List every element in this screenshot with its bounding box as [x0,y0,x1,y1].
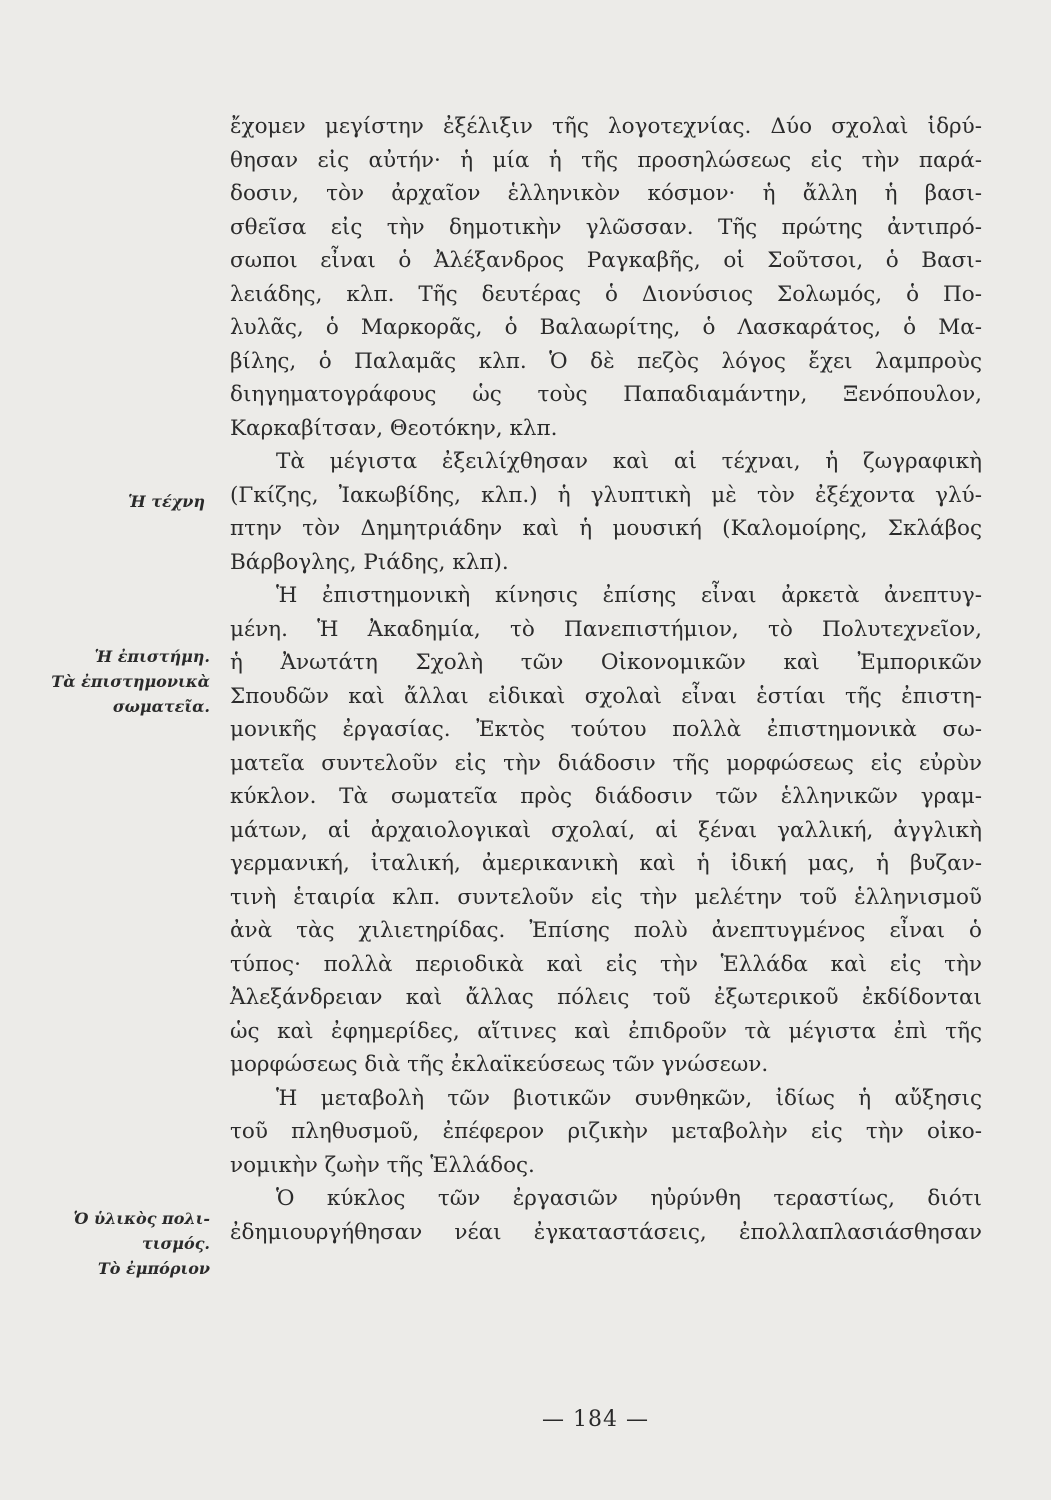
text-line: μονικῆς ἐργασίας. Ἐκτὸς τούτου πολλὰ ἐπιστημονικὰ σω- [230,717,982,742]
text-line: μορφώσεως διὰ τῆς ἐκλαϊκεύσεως τῶν γνώσεων. [230,1052,769,1077]
text-line: δοσιν, τὸν ἀρχαῖον ἑλληνικὸν κόσμον· ἡ ἄλλη ἡ βασι- [230,181,982,206]
text-line: (Γκίζης, Ἰακωβίδης, κλπ.) ἡ γλυπτικὴ μὲ τὸν ἐξέχοντα γλύ- [230,482,982,508]
paragraph-start-line: Ἡ ἐπιστημονικὴ κίνησις ἐπίσης εἶναι ἀρκετὰ ἀνεπτυγ- [276,583,982,608]
text-line: ματεῖα συντελοῦν εἰς τὴν διάδοσιν τῆς μορφώσεως εἰς εὐρὺν [230,750,982,776]
side-heading-line: τισμός. [142,1234,210,1253]
side-heading-material-civilization [10,1206,210,1281]
paragraph-start-line: Ὁ κύκλος τῶν ἐργασιῶν ηὐρύνθη τεραστίως, διότι [276,1186,982,1211]
text-line: νομικὴν ζωὴν τῆς Ἑλλάδος. [230,1152,535,1178]
text-line: Καρκαβίτσαν, Θεοτόκην, κλπ. [230,415,558,441]
text-line: γερμανική, ἰταλική, ἀμερικανικὴ καὶ ἡ ἰδική μας, ἡ βυζαν- [230,851,982,876]
text-line: μάτων, αἱ ἀρχαιολογικαὶ σχολαί, αἱ ξέναι γαλλική, ἀγγλικὴ [230,817,982,843]
text-line: σθεῖσα εἰς τὴν δημοτικὴν γλῶσσαν. Τῆς πρώτης ἀντιπρό- [230,214,982,240]
text-line: πτην τὸν Δημητριάδην καὶ ἡ μουσική (Καλομοίρης, Σκλάβος [230,516,982,541]
text-line: τοῦ πληθυσμοῦ, ἐπέφερον ριζικὴν μεταβολὴν εἰς τὴν οἰκο- [230,1119,982,1144]
text-line: ἀνὰ τὰς χιλιετηρίδας. Ἐπίσης πολὺ ἀνεπτυγμένος εἶναι ὁ [230,918,982,943]
page-number: — 184 — [542,1407,649,1432]
side-heading-line: Ὁ ὑλικὸς πολι- [73,1209,210,1228]
text-line: ἐδημιουργήθησαν νέαι ἐγκαταστάσεις, ἐπολλαπλασιάσθησαν [230,1219,982,1245]
text-line: τινὴ ἑταιρία κλπ. συντελοῦν εἰς τὴν μελέτην τοῦ ἑλληνισμοῦ [230,884,982,910]
side-heading-science [10,644,210,719]
text-line: ὡς καὶ ἐφημερίδες, αἵτινες καὶ ἐπιδροῦν τὰ μέγιστα ἐπὶ τῆς [230,1018,982,1044]
text-line: θησαν εἰς αὐτήν· ἡ μία ἡ τῆς προσηλώσεως εἰς τὴν παρά- [230,147,982,173]
text-line: Σπουδῶν καὶ ἄλλαι εἰδικαὶ σχολαὶ εἶναι ἑστίαι τῆς ἐπιστη- [230,683,982,709]
text-line: λυλᾶς, ὁ Μαρκορᾶς, ὁ Βαλαωρίτης, ὁ Λασκαράτος, ὁ Μα- [230,315,982,340]
text-line: Βάρβογλης, Ριάδης, κλπ). [230,549,509,575]
paragraph-start-line: Τὰ μέγιστα ἐξειλίχθησαν καὶ αἱ τέχναι, ἡ ζωγραφικὴ [276,449,982,474]
body-text [230,110,982,1249]
text-line: μένη. Ἡ Ἀκαδημία, τὸ Πανεπιστήμιον, τὸ Πολυτεχνεῖον, [230,616,982,642]
text-line: ἔχομεν μεγίστην ἐξέλιξιν τῆς λογοτεχνίας. Δύο σχολαὶ ἱδρύ- [230,114,982,139]
text-line: ἡ Ἀνωτάτη Σχολὴ τῶν Οἰκονομικῶν καὶ Ἐμπορικῶν [230,650,982,675]
text-line: λειάδης, κλπ. Τῆς δευτέρας ὁ Διονύσιος Σολωμός, ὁ Πο- [230,281,982,307]
text-line: κύκλον. Τὰ σωματεῖα πρὸς διάδοσιν τῶν ἑλληνικῶν γραμ- [230,784,982,809]
text-line: βίλης, ὁ Παλαμᾶς κλπ. Ὁ δὲ πεζὸς λόγος ἔχει λαμπροὺς [230,348,982,374]
side-heading-line: Τὰ ἐπιστημονικὰ [51,672,210,691]
side-heading-line: Τὸ ἐμπόριον [97,1259,210,1278]
text-line: σωποι εἶναι ὁ Ἀλέξανδρος Ραγκαβῆς, οἱ Σοῦτσοι, ὁ Βασι- [230,248,982,273]
paragraph-start-line: Ἡ μεταβολὴ τῶν βιοτικῶν συνθηκῶν, ἰδίως ἡ αὔξησις [276,1085,982,1111]
side-heading-line: σωματεῖα. [112,697,210,716]
side-heading-line: Ἡ τέχνη [128,492,205,511]
text-line: διηγηματογράφους ὡς τοὺς Παπαδιαμάντην, Ξενόπουλον, [230,382,982,407]
text-line: Ἀλεξάνδρειαν καὶ ἄλλας πόλεις τοῦ ἐξωτερικοῦ ἐκδίδονται [230,985,982,1010]
side-heading-art [40,489,205,514]
side-heading-line: Ἡ ἐπιστήμη. [94,647,210,666]
text-line: τύπος· πολλὰ περιοδικὰ καὶ εἰς τὴν Ἑλλάδα καὶ εἰς τὴν [230,951,982,977]
